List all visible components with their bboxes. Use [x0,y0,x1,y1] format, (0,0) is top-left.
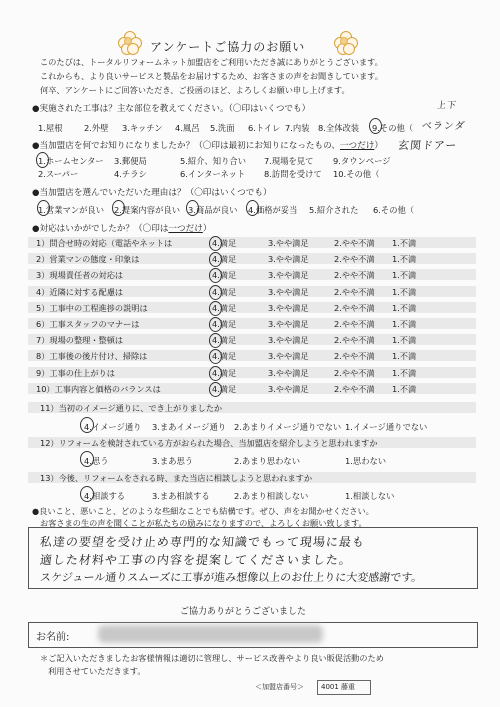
rating-option[interactable]: 2.やや不満 [334,351,375,362]
rating-option[interactable]: 4.満足 [212,270,237,281]
q1-handwritten-top: 上下 [436,101,458,111]
handwritten-comment: 適した材料や工事の内容を提案してくださいました。 [39,553,353,567]
free-prompt: ●良いこと、悪いこと、どのような些細なことでも結構です。ぜひ、声をお聞かせください。 [32,506,374,516]
rating-option[interactable]: 1.不満 [392,254,417,265]
q3-option[interactable]: 5.紹介された [309,205,359,215]
q1-option[interactable]: 4.風呂 [175,123,200,133]
shop-number-value: 4001 藤重 [321,683,356,691]
q13-question: 13）今後、リフォームをされる時、また当店に相談しようと思われますか [40,473,313,483]
rating-option[interactable]: 1.不満 [392,286,417,297]
q3-option[interactable]: 2.提案内容が良い [114,205,180,215]
q1-option[interactable]: 7.内装 [285,123,310,133]
rating-option[interactable]: 2.やや不満 [334,367,375,378]
rating-option[interactable]: 3.やや満足 [268,254,309,265]
rating-option[interactable]: 4.満足 [212,238,237,248]
q1-option[interactable]: 5.洗面 [210,123,235,133]
page-title: アンケートご協力のお願い [150,40,306,54]
q12-option[interactable]: 2.あまり思わない [234,456,300,466]
rating-option[interactable]: 4.満足 [212,335,237,346]
q12-option[interactable]: 1.思わない [345,456,387,466]
q1-handwritten-door: 玄関ドアー [397,139,458,152]
rating-option[interactable]: 1.不満 [392,335,417,346]
rating-option[interactable]: 4.満足 [212,319,237,329]
answer-circle [80,486,94,502]
q12-option[interactable]: 3.まあ思う [152,456,194,466]
rating-option[interactable]: 3.やや満足 [268,351,309,362]
rating-option[interactable]: 3.やや満足 [268,302,309,313]
rating-option[interactable]: 3.やや満足 [268,238,309,248]
answer-circle [80,451,94,467]
answer-circle [186,200,199,216]
answer-circle [112,200,125,216]
q11-option[interactable]: 1.イメージ通りでない [345,422,428,432]
rating-option[interactable]: 4.満足 [212,302,237,313]
rating-option[interactable]: 2.やや不満 [334,286,375,297]
rating-option[interactable]: 4.満足 [212,367,237,378]
q2-option[interactable]: 9.タウンページ [333,156,391,166]
answer-circle [209,285,222,300]
answer-circle [209,317,222,332]
rating-option[interactable]: 1.不満 [392,270,417,281]
rating-item-label: 5）工事中の工程進捗の説明は [36,302,148,313]
q4-question: ●対応はいかがでしたか？（〇印は一つだけ） [32,224,212,234]
q1-option[interactable]: 6.トイレ [248,123,281,133]
redacted-name [98,625,323,643]
q3-option[interactable]: 6.その他（ [373,205,415,215]
rating-option[interactable]: 4.満足 [212,286,237,297]
rating-option[interactable]: 3.やや満足 [268,335,309,346]
rating-option[interactable]: 2.やや不満 [334,319,375,329]
rating-option[interactable]: 3.やや満足 [268,367,309,378]
rating-item-label: 1）問合せ時の対応（電話やネットは [36,238,173,248]
rating-option[interactable]: 2.やや不満 [334,383,375,394]
handwritten-comment: 私達の要望を受け止め専門的な知識でもって現場に最も [39,535,366,549]
answer-circle [209,382,222,397]
flower-icon [118,31,140,53]
rating-item-label: 10）工事内容と価格のバランスは [36,383,161,394]
q3-question: ●当加盟店を選んでいただいた理由は？（〇印はいくつでも） [32,188,272,198]
q11-question: 11）当初のイメージ通りに、でき上がりましたか [40,403,223,413]
q2-option[interactable]: 6.インターネット [180,169,246,179]
intro-line: 何卒、アンケートにご回答いただき、ご投函のほど、よろしくお願い申し上げます。 [40,85,350,95]
handwritten-comment: スケジュール通りスムーズに工事が進み想像以上のお仕上りに大変感謝です。 [39,571,423,584]
free-prompt: お客さまの生の声を聞くことが私たちの励みになりますので、よろしくお願い致します。 [40,518,367,528]
answer-circle [209,236,222,251]
rating-option[interactable]: 4.満足 [212,254,237,265]
answer-circle [37,200,50,216]
answer-circle [246,200,259,216]
rating-item-label: 4）近隣に対する配慮は [36,286,124,297]
q12-option[interactable]: 4.思う [84,456,109,466]
rating-option[interactable]: 3.やや満足 [268,383,309,394]
rating-option[interactable]: 1.不満 [392,383,417,394]
q3-option[interactable]: 4.価格が妥当 [248,205,298,215]
intro-line: これからも、より良いサービスと製品をお届けするため、お客さまの声をお聞きしています。 [40,71,383,81]
rating-item-label: 2）営業マンの態度・印象は [36,254,140,265]
flower-icon [334,31,356,53]
q1-option[interactable]: 2.外壁 [84,123,109,133]
q11-option[interactable]: 3.まあイメージ通り [152,422,227,432]
rating-item-label: 9）工事の仕上がりは [36,367,115,378]
rating-option[interactable]: 2.やや不満 [334,335,375,346]
q1-handwritten-other: ベランダ [421,121,466,132]
q2-option[interactable]: 3.郵便局 [114,156,147,166]
q13-option[interactable]: 3.まあ相談する [152,491,210,501]
q2-option[interactable]: 5.紹介、知り合い [180,156,246,166]
rating-option[interactable]: 4.満足 [212,351,237,362]
rating-option[interactable]: 3.やや満足 [268,319,309,329]
rating-option[interactable]: 2.やや不満 [334,238,375,248]
answer-circle [209,366,222,381]
rating-option[interactable]: 1.不満 [392,302,417,313]
q13-option[interactable]: 1.相談しない [345,491,395,501]
answer-circle [80,417,94,433]
shop-number-box [317,680,371,695]
rating-option[interactable]: 3.やや満足 [268,286,309,297]
q13-option[interactable]: 2.あまり相談しない [234,491,309,501]
answer-circle [209,301,222,316]
q2-option[interactable]: 2.スーパー [38,169,79,179]
rating-option[interactable]: 4.満足 [212,383,237,394]
rating-option[interactable]: 1.不満 [392,238,417,248]
rating-option[interactable]: 2.やや不満 [334,270,375,281]
q2-option[interactable]: 1.ホームセンター [38,156,104,166]
answer-circle [36,152,49,168]
rating-option[interactable]: 2.やや不満 [334,302,375,313]
q11-option[interactable]: 2.あまりイメージ通りでない [234,422,342,432]
rating-item-label: 8）工事後の後片付け、掃除は [36,351,148,362]
rating-item-label: 7）現場の整理・整頓は [36,335,124,346]
q1-question: ●実施された工事は？主な部位を教えてください。（〇印はいくつでも） [32,104,311,114]
privacy-note: 利用させていただきます。 [48,666,146,676]
privacy-note: ＊ご記入いただきましたお客様情報は適切に管理し、サービス改善やより良い販促活動のため [40,653,384,663]
q1-option[interactable]: 9.その他（ [372,123,414,133]
q2-question: ●当加盟店を何でお知りになりましたか？（〇印は最初にお知りになったもの、一つだけ） [32,141,383,151]
q13-option[interactable]: 4.相談する [84,491,126,501]
q12-question: 12）リフォームを検討されている方がおられた場合、当加盟店を紹介しようと思われますか [40,438,378,448]
q1-option[interactable]: 8.全体改装 [318,123,360,133]
q3-option[interactable]: 3.商品が良い [188,205,238,215]
rating-option[interactable]: 2.やや不満 [334,254,375,265]
rating-option[interactable]: 1.不満 [392,319,417,329]
shop-number-label: ＜加盟店番号＞ [255,683,304,691]
rating-option[interactable]: 3.やや満足 [268,270,309,281]
rating-option[interactable]: 1.不満 [392,367,417,378]
q1-option[interactable]: 3.キッチン [122,123,163,133]
name-label: お名前: [36,632,70,643]
answer-circle [369,118,382,134]
q1-option[interactable]: 1.屋根 [38,123,63,133]
intro-line: このたびは、トータルリフォームネット加盟店をご利用いただき誠にありがとうございます。 [40,57,383,67]
q2-option[interactable]: 4.チラシ [114,169,147,179]
rating-item-label: 3）現場責任者の対応は [36,270,124,281]
q11-option[interactable]: 4.イメージ通り [84,422,142,432]
q2-option[interactable]: 7.現場を見て [264,156,314,166]
rating-option[interactable]: 1.不満 [392,351,417,362]
rating-item-label: 6）工事スタッフのマナーは [36,319,140,329]
thanks-text: ご協力ありがとうございました [180,607,307,617]
q2-option[interactable]: 8.訪問を受けて [264,169,322,179]
q3-option[interactable]: 1.営業マンが良い [38,205,104,215]
q2-option[interactable]: 10.その他（ [333,169,380,179]
